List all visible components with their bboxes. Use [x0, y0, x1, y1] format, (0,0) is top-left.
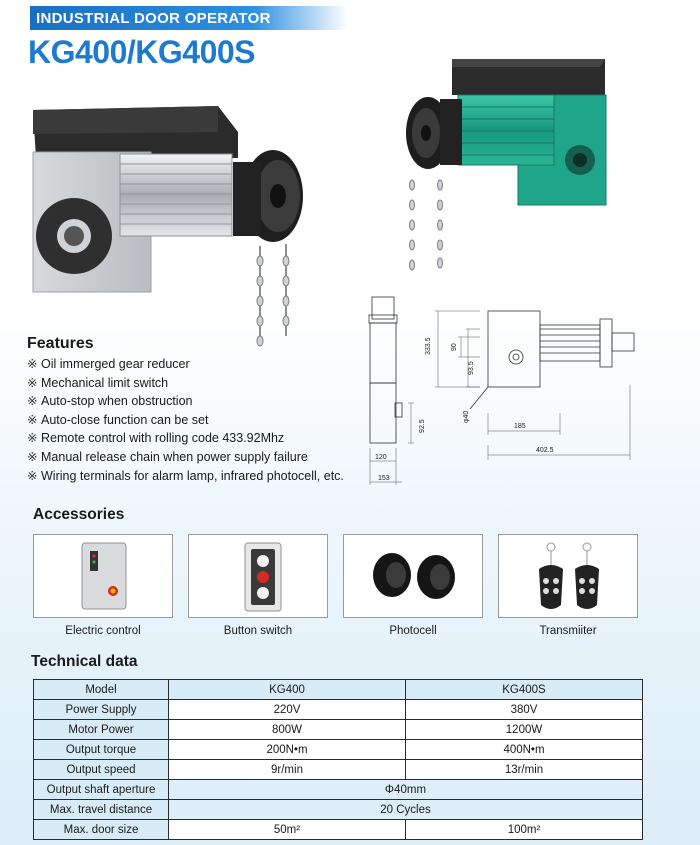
product-image-kg400 [28, 96, 328, 366]
feature-text: Auto-close function can be set [41, 412, 209, 427]
header-banner [30, 6, 348, 30]
dim-label: 153 [378, 475, 390, 482]
accessory-label: Electric control [65, 625, 141, 637]
dim-label: 120 [375, 454, 387, 461]
row-label: Power Supply [34, 700, 169, 720]
row-label: Max. door size [34, 820, 169, 840]
list-item [27, 467, 344, 486]
table-row [34, 740, 643, 760]
dim-label: 92.5 [419, 419, 426, 433]
list-item [27, 355, 344, 374]
feature-text: Remote control with rolling code 433.92Mhz [41, 431, 285, 446]
table-header-row [34, 680, 643, 700]
table-cell: 1200W [406, 720, 643, 740]
row-label: Output shaft aperture [34, 780, 169, 800]
table-row [34, 760, 643, 780]
table-cell: 380V [406, 700, 643, 720]
technical-title: Technical data [31, 653, 138, 670]
list-marker: ※ [27, 357, 38, 371]
table-cell: 400N•m [406, 740, 643, 760]
list-item [27, 392, 344, 411]
table-row [34, 820, 643, 840]
list-item [27, 411, 344, 430]
list-marker: ※ [27, 449, 38, 464]
feature-text: Auto-stop when obstruction [41, 394, 193, 409]
dim-label: 93.5 [468, 361, 475, 375]
banner-text: INDUSTRIAL DOOR OPERATOR [36, 10, 271, 27]
accessory-card-transmitter [498, 534, 638, 618]
accessory-label: Transmiiter [539, 625, 597, 637]
table-header-cell: KG400 [169, 680, 406, 700]
row-label: Motor Power [34, 720, 169, 740]
row-label: Max. travel distance [34, 800, 169, 820]
features-title: Features [27, 335, 94, 352]
dim-label: 402.5 [536, 447, 554, 454]
transmitter-image [499, 535, 637, 617]
table-cell: 9r/min [169, 760, 406, 780]
list-marker: ※ [27, 375, 38, 390]
table-cell: 50m² [169, 820, 406, 840]
list-marker: ※ [27, 412, 38, 427]
list-item [27, 448, 344, 467]
electric-control-image [34, 535, 172, 617]
list-marker: ※ [27, 431, 38, 446]
feature-list [27, 355, 344, 485]
table-cell: 20 Cycles [169, 800, 643, 820]
list-marker: ※ [27, 394, 38, 409]
table-cell: Φ40mm [169, 780, 643, 800]
dim-label: φ40 [463, 410, 470, 423]
product-image-kg400s [400, 55, 615, 285]
table-cell: 100m² [406, 820, 643, 840]
accessory-card-electric-control [33, 534, 173, 618]
table-row [34, 780, 643, 800]
table-row [34, 800, 643, 820]
list-item [27, 374, 344, 393]
list-item [27, 429, 344, 448]
dim-label: 185 [514, 423, 526, 430]
accessory-card-button-switch [188, 534, 328, 618]
table-row [34, 700, 643, 720]
list-marker: ※ [27, 468, 38, 483]
photocell-image [344, 535, 482, 617]
feature-text: Mechanical limit switch [41, 375, 169, 390]
accessory-label: Button switch [223, 625, 293, 637]
table-row [34, 720, 643, 740]
dimension-drawing [340, 285, 640, 490]
row-label: Output speed [34, 760, 169, 780]
accessory-card-photocell [343, 534, 483, 618]
button-switch-image [189, 535, 327, 617]
row-label: Output torque [34, 740, 169, 760]
accessory-label: Photocell [389, 625, 437, 637]
dim-label: 90 [451, 343, 458, 351]
feature-text: Wiring terminals for alarm lamp, infrared photocell, etc. [41, 468, 344, 483]
technical-data-table [33, 679, 643, 840]
feature-text: Manual release chain when power supply failure [41, 449, 308, 464]
dim-label: 333.5 [425, 337, 432, 355]
table-header-cell: KG400S [406, 680, 643, 700]
table-cell: 800W [169, 720, 406, 740]
table-cell: 220V [169, 700, 406, 720]
page-title: KG400/KG400S [28, 34, 256, 70]
feature-text: Oil immerged gear reducer [41, 357, 190, 371]
table-cell: 13r/min [406, 760, 643, 780]
table-header-cell: Model [34, 680, 169, 700]
accessories-title: Accessories [33, 506, 125, 523]
table-cell: 200N•m [169, 740, 406, 760]
